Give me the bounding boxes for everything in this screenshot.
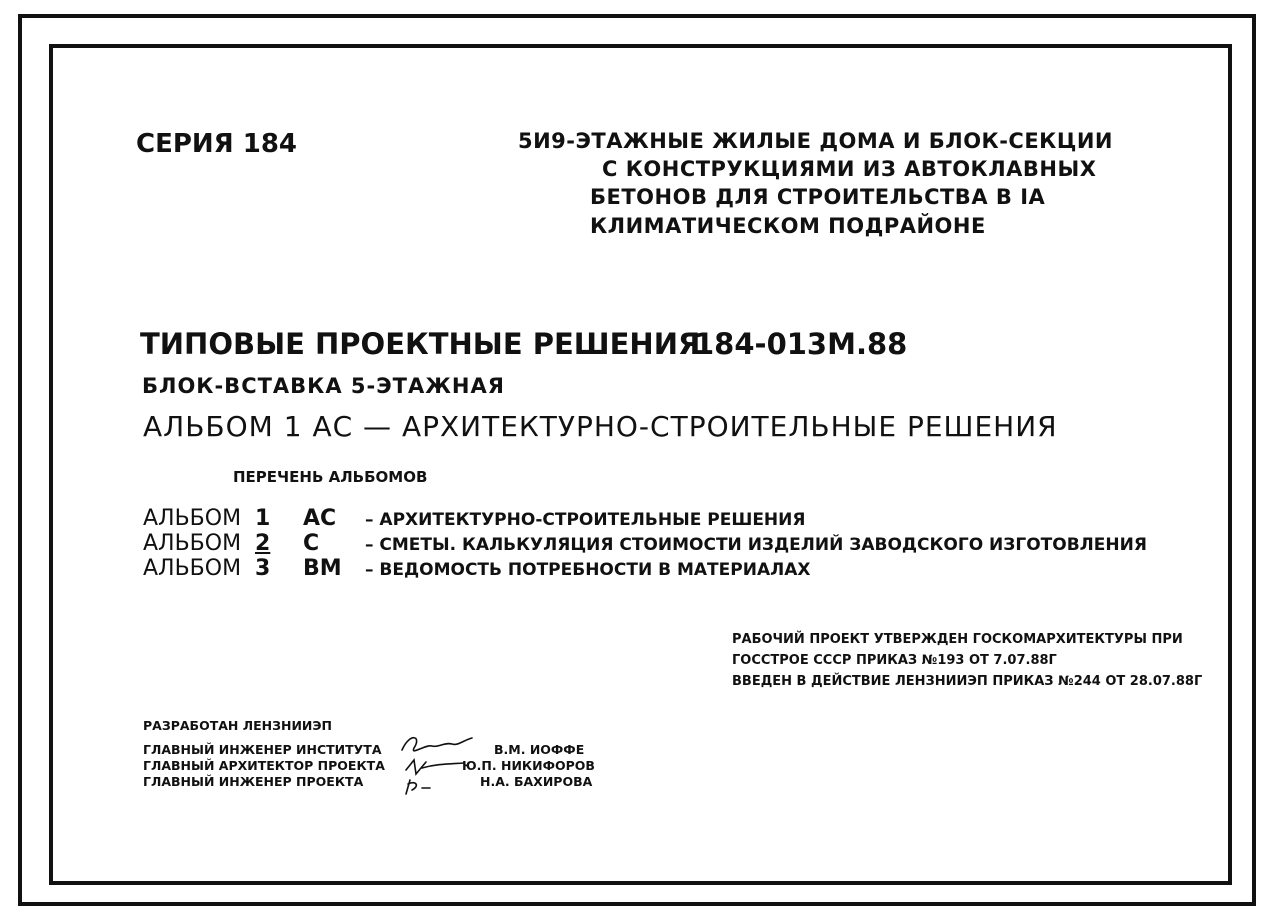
developer-label: РАЗРАБОТАН ЛЕНЗНИИЭП [143, 718, 333, 733]
staff-name: В.М. ИОФФЕ [494, 742, 585, 757]
signature-2 [406, 760, 464, 774]
block-insert-title: БЛОК-ВСТАВКА 5-ЭТАЖНАЯ [142, 374, 505, 398]
staff-role: ГЛАВНЫЙ ИНЖЕНЕР ИНСТИТУТА [143, 742, 382, 757]
album-main-title: АЛЬБОМ 1 АС — АРХИТЕКТУРНО-СТРОИТЕЛЬНЫЕ РЕШЕНИЯ [143, 410, 1058, 443]
signature-1 [402, 738, 472, 751]
approval-line-3: ВВЕДЕН В ДЕЙСТВИЕ ЛЕНЗНИИЭП ПРИКАЗ №244 ОТ 28.07.88Г [732, 674, 1203, 689]
album-label: АЛЬБОМ [143, 556, 242, 581]
staff-name: Н.А. БАХИРОВА [480, 774, 593, 789]
album-list-title: ПЕРЕЧЕНЬ АЛЬБОМОВ [233, 468, 428, 486]
album-code: ВМ [303, 556, 342, 581]
tpr-code: 184-013М.88 [694, 327, 908, 361]
staff-role: ГЛАВНЫЙ ИНЖЕНЕР ПРОЕКТА [143, 774, 364, 789]
signature-3 [406, 780, 430, 794]
album-description: – АРХИТЕКТУРНО-СТРОИТЕЛЬНЫЕ РЕШЕНИЯ [365, 510, 806, 530]
album-code: С [303, 531, 320, 556]
heading-line-4: КЛИМАТИЧЕСКОМ ПОДРАЙОНЕ [590, 214, 986, 238]
album-number: 3 [255, 556, 271, 581]
tpr-title: ТИПОВЫЕ ПРОЕКТНЫЕ РЕШЕНИЯ [140, 327, 701, 361]
approval-line-2: ГОССТРОЕ СССР ПРИКАЗ №193 ОТ 7.07.88Г [732, 653, 1057, 668]
series-title: СЕРИЯ 184 [136, 129, 298, 159]
album-label: АЛЬБОМ [143, 506, 242, 531]
album-description: – ВЕДОМОСТЬ ПОТРЕБНОСТИ В МАТЕРИАЛАХ [365, 560, 811, 580]
staff-role: ГЛАВНЫЙ АРХИТЕКТОР ПРОЕКТА [143, 758, 385, 773]
album-number: 2 [255, 531, 271, 556]
approval-line-1: РАБОЧИЙ ПРОЕКТ УТВЕРЖДЕН ГОСКОМАРХИТЕКТУРЫ ПРИ [732, 632, 1183, 647]
album-code: АС [303, 506, 337, 531]
album-number: 1 [255, 506, 271, 531]
album-description: – СМЕТЫ. КАЛЬКУЛЯЦИЯ СТОИМОСТИ ИЗДЕЛИЙ ЗАВОДСКОГО ИЗГОТОВЛЕНИЯ [365, 535, 1147, 555]
heading-line-1: 5И9-ЭТАЖНЫЕ ЖИЛЫЕ ДОМА И БЛОК-СЕКЦИИ [518, 129, 1113, 153]
staff-name: Ю.П. НИКИФОРОВ [462, 758, 595, 773]
album-label: АЛЬБОМ [143, 531, 242, 556]
heading-line-2: С КОНСТРУКЦИЯМИ ИЗ АВТОКЛАВНЫХ [602, 157, 1097, 181]
heading-line-3: БЕТОНОВ ДЛЯ СТРОИТЕЛЬСТВА В IА [590, 185, 1046, 209]
